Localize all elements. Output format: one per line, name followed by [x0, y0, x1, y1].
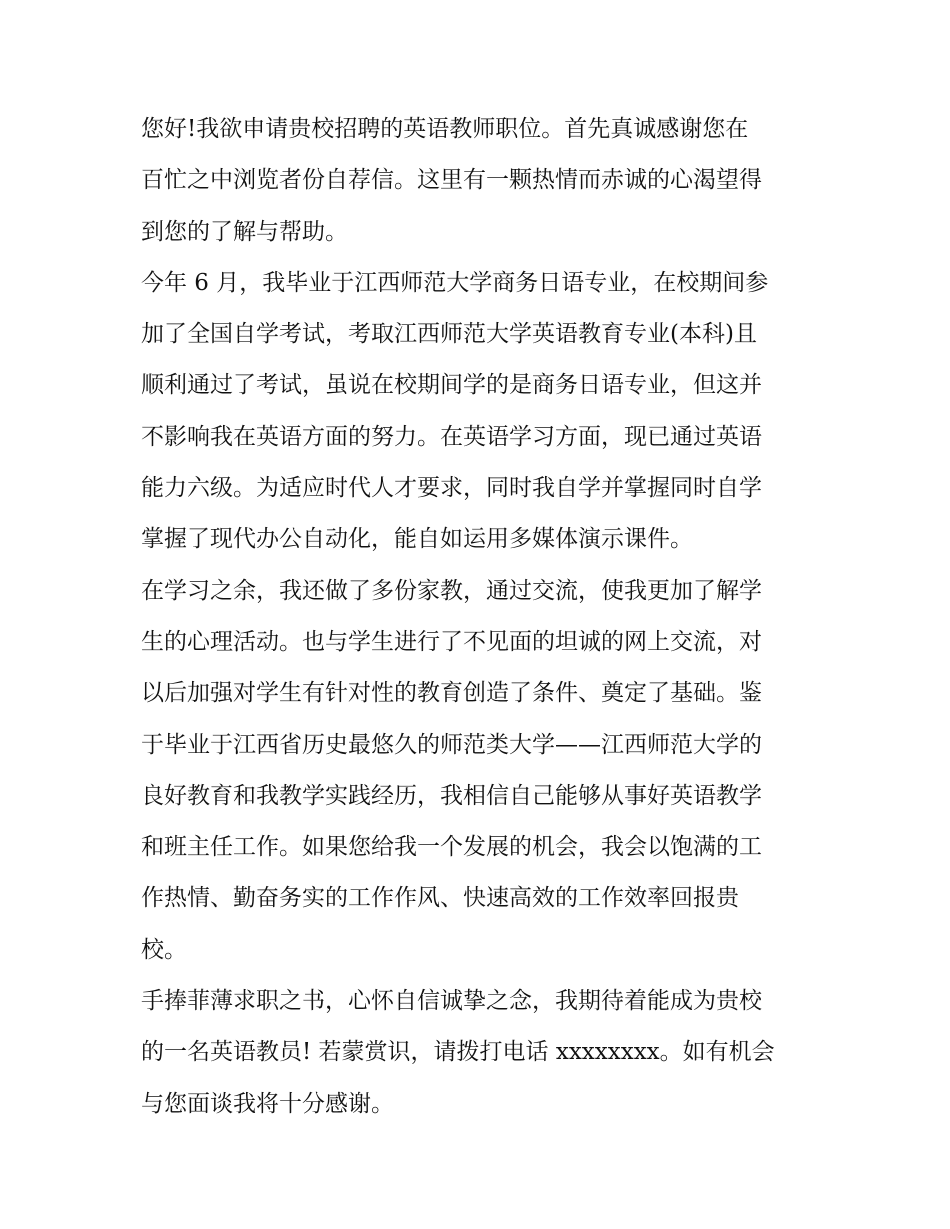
letter-body — [141, 104, 811, 1130]
paragraph-education: 今年 6 月，我毕业于江西师范大学商务日语专业，在校期间参 加了全国自学考试，考取江西师范大学英语教育专业(本科)且 顺利通过了考试，虽说在校期间学的是商务日语专业，但这并 不影响我在英语方面的努力。在英语学习方面，现已通过英语 能力六级。为适应时代人才要求，同时我自学并掌握同时自学 掌握了现代办公自动化，能自如运用多媒体演示课件。 — [141, 269, 769, 553]
paragraph-experience: 在学习之余，我还做了多份家教，通过交流，使我更加了解学 生的心理活动。也与学生进行了不见面的坦诚的网上交流，对 以后加强对学生有针对性的教育创造了条件、奠定了基础。鉴 于毕业于江西省历史最悠久的师范类大学——江西师范大学的 良好教育和我教学实践经历，我相信自己能够从事好英语教学 和班主任工作。如果您给我一个发展的机会，我会以饱满的工 作热情、勤奋务实的工作作风、快速高效的工作效率回报贵 校。 — [141, 577, 762, 963]
paragraph-closing: 手捧菲薄求职之书，心怀自信诚挚之念，我期待着能成为贵校 的一名英语教员! 若蒙赏识，请拨打电话 xxxxxxxx。如有机会 与您面谈我将十分感谢。 — [141, 988, 775, 1117]
paragraph-greeting: 您好!我欲申请贵校招聘的英语教师职位。首先真诚感谢您在 百忙之中浏览者份自荐信。这里有一颗热情而赤诚的心渴望得 到您的了解与帮助。 — [141, 116, 762, 245]
